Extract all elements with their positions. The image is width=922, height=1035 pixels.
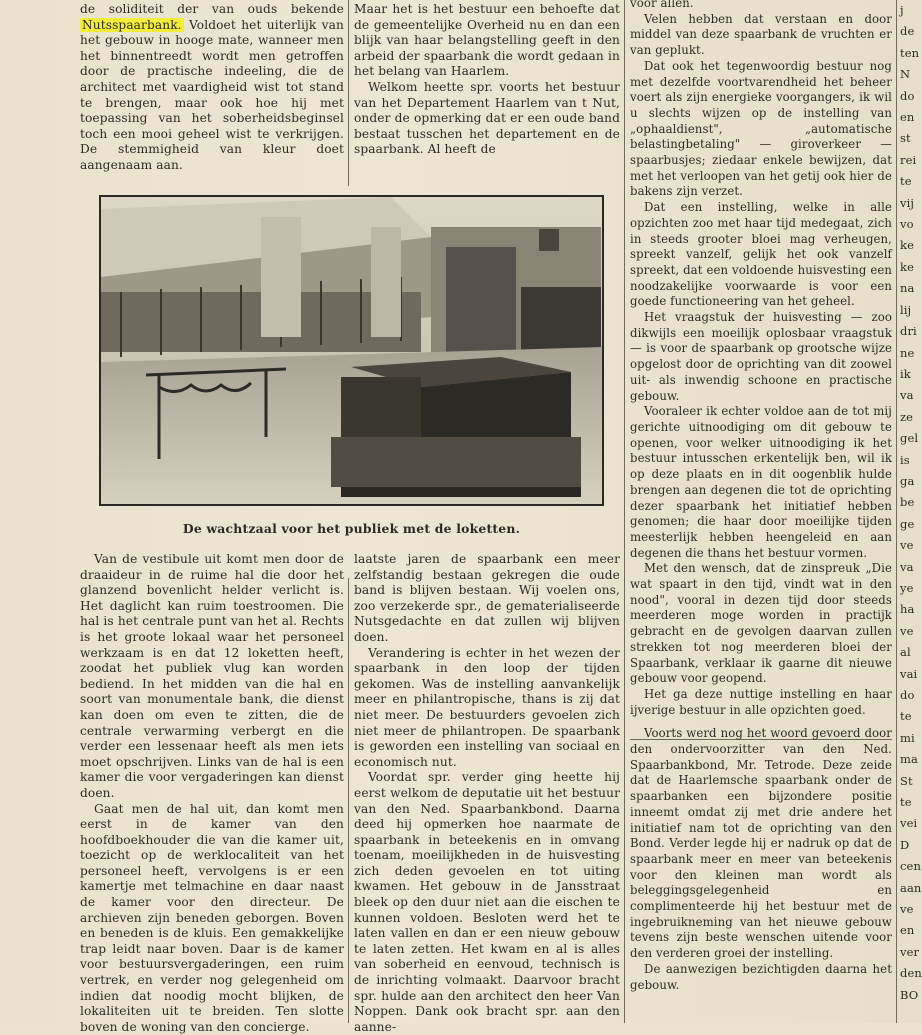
paragraph: Voorts werd nog het woord gevoerd door den ondervoorzitter van den Ned. Spaarbankbond, Mr. Tetrode. Deze zeide dat de Haarlemsche spaarbank onder de spaarbanken een bijzondere positie inneemt omdat zij met drie andere het initiatief nam tot de oprichting van den Bond. Verder legde hij er nadruk op dat de spaarbank meer en meer van beteekenis voor den kleinen man wordt als beleggingsgelegenheid en complimenteerde hij het bestuur met de ingebruikneming van het nieuwe gebouw tevens zijn beste wenschen uitende voor den verderen groei der instelling. — [630, 726, 892, 962]
photo-caption: De wachtzaal voor het publiek met de loketten. — [99, 521, 604, 536]
paragraph: Vooraleer ik echter voldoe aan de tot mij gerichte uitnoodiging om dit gebouw te openen, voor welker uitnoodiging ik het bestuur intusschen erkentelijk ben, wil ik op deze plaats en in dit oogenblik hulde brengen aan degenen die tot de oprichting dezer spaarbank het initiatief hebben genomen; die haar door moeilijke tijden meesterlijk hebben heengeleid en aan degenen die thans het bestuur vormen. — [630, 404, 892, 561]
paragraph: Voordat spr. verder ging heette hij eerst welkom de deputatie uit het bestuur van den Ned. Spaarbankbond. Daarna deed hij opmerken hoe naarmate de spaarbank in beteekenis en in omvang toenam, moeilijkheden in de huisvesting zich deden gevoelen en tot uiting kwamen. Het gebouw in de Jansstraat bleek op den duur niet aan die eischen te kunnen voldoen. Besloten werd het te laten vallen en dan er een nieuw gebouw te laten zetten. Het kwam en al is alles van soberheid en eenvoud, technisch is de inrichting volmaakt. Daarvoor bracht spr. hulde aan den architect den heer Van Noppen. Dank ook bracht spr. aan den aanne- — [354, 770, 620, 1035]
edge-fragment: do — [900, 685, 922, 706]
edge-fragment: lij — [900, 300, 922, 321]
paragraph: De aanwezigen bezichtigden daarna het gebouw. — [630, 962, 892, 993]
edge-fragment: is — [900, 450, 922, 471]
paragraph: Maar het is het bestuur een behoefte dat de gemeentelijke Overheid nu en dan een blijk van haar belangstelling geeft in den arbeid der spaarbank die wordt gedaan in het belang van Haarlem. — [354, 2, 620, 80]
paragraph: Velen hebben dat verstaan en door middel van deze spaarbank de vruchten er van geplukt. — [630, 12, 892, 59]
paragraph: Het vraagstuk der huisvesting — zoo dikwijls een moeilijk oplosbaar vraagstuk — is voor de spaarbank op grootsche wijze opgelost door de oprichting van dit zoowel uit- als inwendig schoone en practische gebouw. — [630, 310, 892, 404]
article-column-left-top — [80, 2, 344, 180]
edge-fragment: ye — [900, 578, 922, 599]
edge-fragment: te — [900, 706, 922, 727]
edge-fragment: ze — [900, 407, 922, 428]
edge-fragment: en — [900, 107, 922, 128]
edge-fragment: BO — [900, 985, 922, 1006]
edge-fragment: de — [900, 21, 922, 42]
edge-fragment: cen — [900, 856, 922, 877]
edge-fragment: dri — [900, 321, 922, 342]
highlighted-term: Nutsspaarbank. — [80, 18, 184, 32]
edge-fragment: ma — [900, 749, 922, 770]
edge-fragment: rei — [900, 150, 922, 171]
cropped-column-edge — [900, 0, 922, 1023]
column-rule — [896, 0, 897, 1023]
waiting-room-photo — [99, 195, 604, 506]
edge-fragment: va — [900, 385, 922, 406]
edge-fragment: ten — [900, 43, 922, 64]
paragraph: Welkom heette spr. voorts het bestuur van het Departement Haarlem van t Nut, onder de opmerking dat er een oude band bestaat tusschen het departement en de spaarbank. Al heeft de — [354, 80, 620, 158]
edge-fragment: en — [900, 920, 922, 941]
paragraph: Verandering is echter in het wezen der spaarbank in den loop der tijden gekomen. Was de instelling aanvankelijk meer en philantropische, thans is zij dat niet meer. De bestuurders gevoelen zich niet meer de philantropen. De spaarbank is geworden een instelling van sociaal en economisch nut. — [354, 646, 620, 771]
paragraph: Het ga deze nuttige instelling en haar ijverige bestuur in alle opzichten goed. — [630, 687, 892, 718]
article-column-right — [630, 0, 892, 1023]
edge-fragment: va — [900, 557, 922, 578]
spacer — [630, 718, 892, 726]
edge-fragment: St — [900, 771, 922, 792]
edge-fragment: ve — [900, 621, 922, 642]
edge-fragment: N — [900, 64, 922, 85]
edge-fragment: ke — [900, 235, 922, 256]
column-rule — [348, 578, 349, 1023]
edge-fragment: do — [900, 86, 922, 107]
edge-fragment: ne — [900, 343, 922, 364]
paragraph: de soliditeit der van ouds bekende — [80, 2, 344, 16]
paragraph: Met den wensch, dat de zinspreuk „Die wat spaart in den tijd, vindt wat in den nood", vooral in dezen tijd door steeds meerderen moge worden in practijk gebracht en de gevolgen daarvan zullen strekken tot nog meerderen bloei der Spaarbank, verklaar ik gaarne dit nieuwe gebouw voor geopend. — [630, 561, 892, 687]
edge-fragment: ke — [900, 257, 922, 278]
paragraph: Voldoet het uiterlijk van het gebouw in hooge mate, wanneer men het binnentreedt wordt men getroffen door de practische indeeling, die de architect met vaardigheid wist tot stand te brengen, maar ook hoe hij met toepassing van het soberheidsbeginsel toch een mooi geheel wist te verkrijgen. De stemmigheid van kleur doet aangenaam aan. — [80, 18, 344, 172]
edge-fragment: ik — [900, 364, 922, 385]
edge-fragment: vo — [900, 214, 922, 235]
edge-fragment: aan — [900, 878, 922, 899]
edge-fragment: vai — [900, 664, 922, 685]
edge-fragment: den — [900, 963, 922, 984]
edge-fragment: te — [900, 792, 922, 813]
edge-fragment: ve — [900, 899, 922, 920]
paragraph: Dat een instelling, welke in alle opzichten zoo met haar tijd medegaat, zich in steeds grooter bloei mag verheugen, spreekt vanzelf, gelijk het ook vanzelf spreekt, dat een voldoende huisvesting een noodzakelijke voorwaarde is voor een goede functioneering van het geheel. — [630, 200, 892, 310]
edge-fragment: na — [900, 278, 922, 299]
paragraph: laatste jaren de spaarbank een meer zelfstandig bestaan gekregen die oude band is blijven bestaan. Wij voelen ons, zoo verzekerde spr., de gematerialiseerde Nutsgedachte en dat zullen wij blijven doen. — [354, 552, 620, 646]
edge-fragment: ver — [900, 942, 922, 963]
paragraph: Gaat men de hal uit, dan komt men eerst in de kamer van den hoofdboekhouder die van die kamer uit, toezicht op de werklocaliteit van het personeel heeft, vervolgens is er een kamertje met telmachine en daar naast de kamer voor den directeur. De archieven zijn beneden geborgen. Boven en beneden is de kluis. Een gemakkelijke trap leidt naar boven. Daar is de kamer voor bestuursvergaderingen, een ruim vertrek, en verder nog gelegenheid om indien dat noodig mocht blijken, de lokaliteiten uit te breiden. Ten slotte boven de woning van den concierge. — [80, 802, 344, 1035]
edge-fragment: mi — [900, 728, 922, 749]
edge-fragment: gel — [900, 428, 922, 449]
waiting-room-illustration — [101, 197, 602, 504]
paragraph: Van de vestibule uit komt men door de draaideur in de ruime hal die door het glanzend bovenlicht helder verlicht is. Het daglicht kan ruim toestroomen. Die hal is het centrale punt van het al. Rechts is het groote lokaal waar het personeel werkzaam is en dat 12 loketten heeft, zoodat het publiek vlug kan worden bediend. In het midden van die hal en soort van monumentale bank, die dienst kan doen om even te zitten, die de centrale verwarming verbergt en die verder een lessenaar heeft als men iets moet opschrijven. Links van de hal is een kamer die voor vergaderingen kan dienst doen. — [80, 552, 344, 802]
edge-fragment: st — [900, 128, 922, 149]
edge-fragment: te — [900, 171, 922, 192]
edge-fragment: D — [900, 835, 922, 856]
article-column-left-bottom — [80, 552, 344, 1023]
edge-fragment: ge — [900, 514, 922, 535]
edge-fragment: j — [900, 0, 922, 21]
column-rule — [624, 0, 625, 1023]
edge-fragment: ha — [900, 599, 922, 620]
edge-fragment: be — [900, 492, 922, 513]
edge-fragment: ve — [900, 535, 922, 556]
article-column-mid-top — [354, 2, 620, 180]
paragraph: voor allen. — [630, 0, 892, 12]
edge-fragment: al — [900, 642, 922, 663]
column-rule — [348, 0, 349, 186]
paragraph: Dat ook het tegenwoordig bestuur nog met dezelfde voortvarendheid het beheer voert als zijn energieke voorgangers, ik wil u slechts wijzen op de instelling van „ophaaldienst", „automatische belastingbetaling" — giroverkeer — spaarbusjes; ziedaar enkele bewijzen, dat met het verloopen van het getij ook hier de bakens zijn verzet. — [630, 59, 892, 200]
edge-fragment: vij — [900, 193, 922, 214]
edge-fragment: vei — [900, 813, 922, 834]
article-column-mid-bottom — [354, 552, 620, 1023]
edge-fragment: ga — [900, 471, 922, 492]
